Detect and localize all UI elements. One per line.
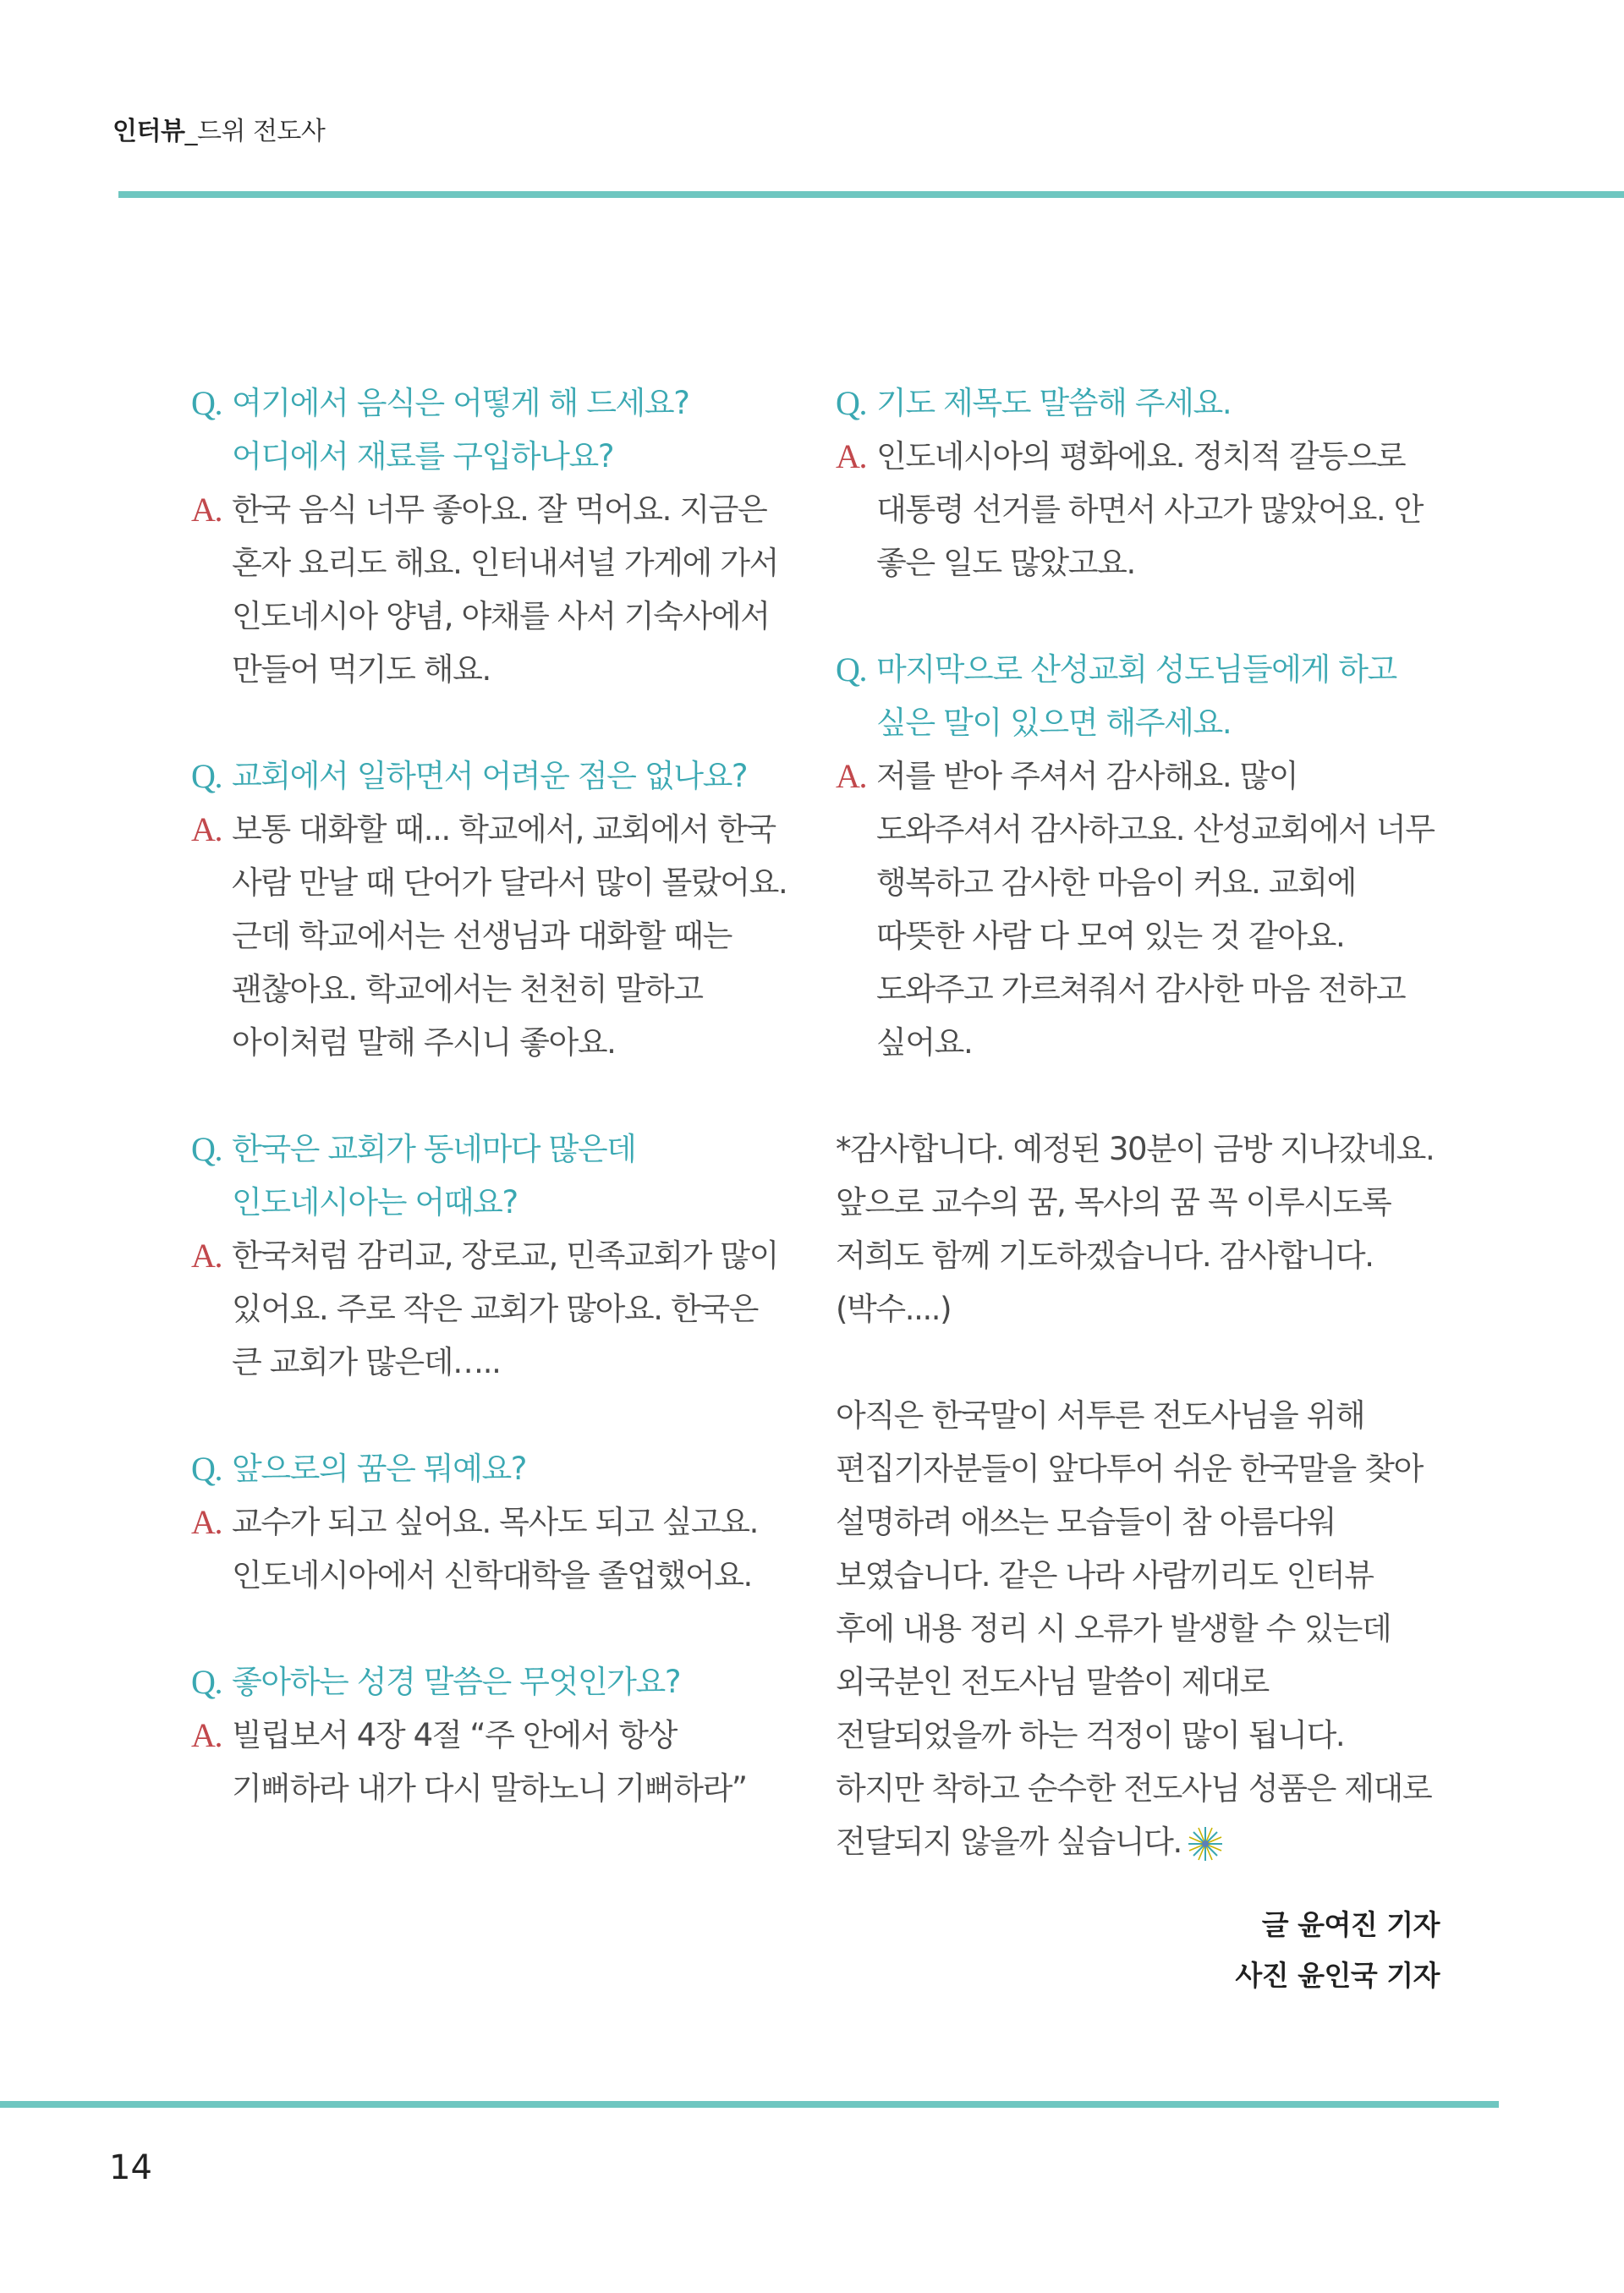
question-marker: Q.	[836, 650, 867, 688]
section-label: 인터뷰	[112, 117, 185, 146]
question-marker: Q.	[191, 1663, 222, 1701]
answer-text: 보통 대화할 때... 학교에서, 교회에서 한국 사람 만날 때 단어가 달라서 많이 몰랐어요. 근데 학교에서는 선생님과 대화할 때는 괜찮아요. 학교에서는 천천히 말하고 아이처럼 말해 주시니 좋아요.	[232, 811, 787, 1061]
answer-marker: A.	[191, 810, 222, 848]
answer	[191, 803, 795, 1069]
section-subtitle: _드위 전도사	[184, 117, 326, 146]
answer-marker: A.	[191, 1503, 222, 1541]
answer-text: 저를 받아 주셔서 감사해요. 많이 도와주셔서 감사하고요. 산성교회에서 너무 행복하고 감사한 마음이 커요. 교회에 따뜻한 사람 다 모여 있는 것 같아요. 도와주고 가르쳐줘서 감사한 마음 전하고 싶어요.	[876, 758, 1435, 1061]
answer-text: 교수가 되고 싶어요. 목사도 되고 싶고요. 인도네시아에서 신학대학을 졸업했어요.	[232, 1504, 758, 1594]
question	[191, 1655, 795, 1709]
qa-item	[191, 1655, 795, 1815]
answer	[191, 483, 795, 696]
closing-paragraph-text: 아직은 한국말이 서투른 전도사님을 위해 편집기자분들이 앞다투어 쉬운 한국말을 찾아 설명하려 애쓰는 모습들이 참 아름다워 보였습니다. 같은 나라 사람끼리도 인터뷰 후에 내용 정리 시 오류가 발생할 수 있는데 외국분인 전도사님 말씀이 제대로 전달되었을까 하는 걱정이 많이 됩니다. 하지만 착하고 순수한 전도사님 성품은 제대로 전달되지 않을까 싶습니다.	[836, 1397, 1432, 1860]
qa-item	[191, 1122, 795, 1389]
question	[836, 376, 1440, 430]
qa-item	[836, 376, 1440, 590]
question-marker: Q.	[191, 384, 222, 422]
answer	[191, 1495, 795, 1602]
answer-marker: A.	[836, 437, 867, 475]
left-column	[191, 376, 795, 1868]
byline	[836, 1900, 1440, 2001]
footer-divider	[0, 2101, 1499, 2108]
byline-writer: 글 윤여진 기자	[1261, 1908, 1440, 1941]
question	[191, 376, 795, 483]
qa-item	[191, 749, 795, 1069]
question-text: 교회에서 일하면서 어려운 점은 없나요?	[232, 758, 748, 794]
question-marker: Q.	[191, 1450, 222, 1488]
answer-text: 인도네시아의 평화에요. 정치적 갈등으로 대통령 선거를 하면서 사고가 많았어요. 안 좋은 일도 많았고요.	[876, 438, 1423, 581]
question-marker: Q.	[191, 757, 222, 795]
answer	[191, 1229, 795, 1389]
answer-text: 한국 음식 너무 좋아요. 잘 먹어요. 지금은 혼자 요리도 해요. 인터내셔널 가게에 가서 인도네시아 양념, 야채를 사서 기숙사에서 만들어 먹기도 해요.	[232, 491, 778, 688]
answer	[191, 1709, 795, 1815]
question-marker: Q.	[191, 1130, 222, 1168]
answer-marker: A.	[191, 1716, 222, 1754]
qa-item	[836, 643, 1440, 1069]
sparkle-ornament-icon	[1187, 1825, 1224, 1862]
question	[191, 1122, 795, 1229]
page-header	[112, 110, 325, 147]
question-text: 여기에서 음식은 어떻게 해 드세요? 어디에서 재료를 구입하나요?	[232, 385, 689, 475]
closing-paragraph	[836, 1389, 1440, 1868]
answer-marker: A.	[836, 757, 867, 795]
question-text: 앞으로의 꿈은 뭐예요?	[232, 1451, 527, 1487]
answer-marker: A.	[191, 1237, 222, 1275]
question	[191, 749, 795, 803]
closing-note: *감사합니다. 예정된 30분이 금방 지나갔네요. 앞으로 교수의 꿈, 목사의 꿈 꼭 이루시도록 저희도 함께 기도하겠습니다. 감사합니다. (박수....)	[836, 1131, 1435, 1327]
question	[836, 643, 1440, 749]
answer-marker: A.	[191, 491, 222, 529]
answer	[836, 749, 1440, 1069]
answer	[836, 430, 1440, 590]
question-marker: Q.	[836, 384, 867, 422]
question-text: 기도 제목도 말씀해 주세요.	[876, 385, 1232, 421]
answer-text: 한국처럼 감리교, 장로교, 민족교회가 많이 있어요. 주로 작은 교회가 많아요. 한국은 큰 교회가 많은데…..	[232, 1237, 778, 1380]
qa-item	[191, 376, 795, 696]
right-column	[836, 376, 1440, 2001]
page-number: 14	[109, 2148, 152, 2187]
question	[191, 1442, 795, 1495]
answer-text: 빌립보서 4장 4절 “주 안에서 항상 기뻐하라 내가 다시 말하노니 기뻐하라”	[232, 1717, 747, 1807]
header-divider	[118, 191, 1624, 198]
question-text: 마지막으로 산성교회 성도님들에게 하고 싶은 말이 있으면 해주세요.	[876, 651, 1396, 741]
qa-item	[191, 1442, 795, 1602]
question-text: 좋아하는 성경 말씀은 무엇인가요?	[232, 1664, 681, 1700]
question-text: 한국은 교회가 동네마다 많은데 인도네시아는 어때요?	[232, 1131, 636, 1221]
byline-photographer: 사진 윤인국 기자	[1235, 1959, 1440, 1992]
